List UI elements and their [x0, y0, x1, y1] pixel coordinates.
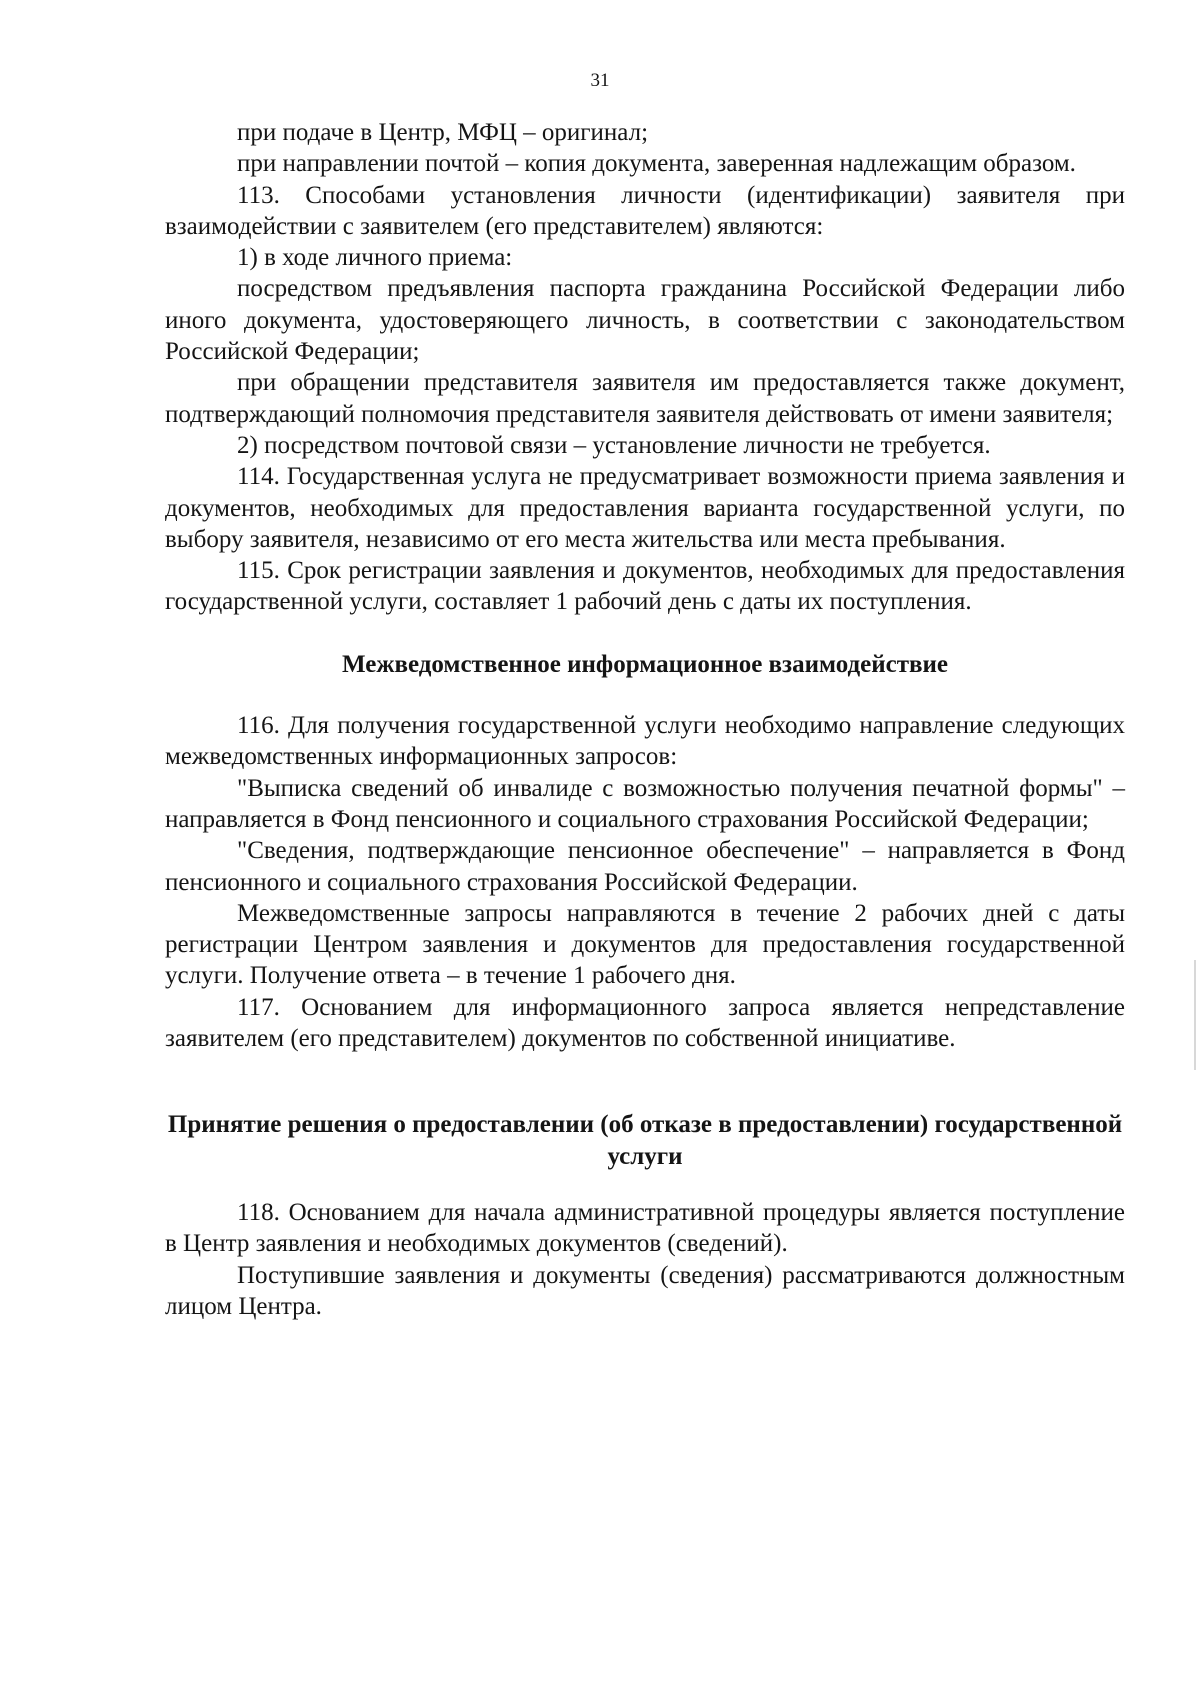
paragraph: "Сведения, подтверждающие пенсионное обеспечение" – направляется в Фонд пенсионного и социального страхования Российской Федерации. [165, 837, 1125, 896]
paragraph-113: 113. Способами установления личности (идентификации) заявителя при взаимодействии с заявителем (его представителем) являются: [165, 181, 1125, 240]
paragraph: Межведомственные запросы направляются в течение 2 рабочих дней с даты регистрации Центром заявления и документов для предоставления государственной услуги. Получение ответа – в течение 1 рабочего дня. [165, 899, 1125, 990]
paragraph-115: 115. Срок регистрации заявления и документов, необходимых для предоставления государственной услуги, составляет 1 рабочий день с даты их поступления. [165, 557, 1125, 616]
scan-edge-mark [1194, 960, 1196, 1070]
paragraph-118: 118. Основанием для начала административной процедуры является поступление в Центр заявления и необходимых документов (сведений). [165, 1198, 1125, 1258]
paragraph: Поступившие заявления и документы (сведения) рассматриваются должностным лицом Центра. [165, 1261, 1125, 1320]
page-number: 31 [590, 70, 610, 91]
paragraph: 1) в ходе личного приема: [237, 244, 513, 272]
paragraph: при направлении почтой – копия документа, заверенная надлежащим образом. [237, 150, 1076, 178]
paragraph-114: 114. Государственная услуга не предусматривает возможности приема заявления и документов, необходимых для предоставления варианта государственной услуги, по выбору заявителя, независимо от его места жительства или места пребывания. [165, 463, 1125, 553]
paragraph: "Выписка сведений об инвалиде с возможностью получения печатной формы" – направляется в Фонд пенсионного и социального страхования Российской Федерации; [165, 774, 1125, 833]
paragraph: 2) посредством почтовой связи – установление личности не требуется. [237, 431, 991, 459]
document-body [165, 117, 1125, 1322]
paragraph: при обращении представителя заявителя им предоставляется также документ, подтверждающий полномочия представителя заявителя действовать от имени заявителя; [165, 369, 1125, 428]
section-heading-interagency: Межведомственное информационное взаимодействие [342, 650, 948, 678]
paragraph-117: 117. Основанием для информационного запроса является непредставление заявителем (его представителем) документов по собственной инициативе. [165, 993, 1125, 1053]
paragraph: при подаче в Центр, МФЦ – оригинал; [237, 119, 649, 146]
section-heading-decision: Принятие решения о предоставлении (об отказе в предоставлении) государственной услуги [167, 1111, 1123, 1170]
paragraph-116: 116. Для получения государственной услуги необходимо направление следующих межведомственных информационных запросов: [165, 712, 1125, 771]
paragraph: посредством предъявления паспорта гражданина Российской Федерации либо иного документа, удостоверяющего личность, в соответствии с законодательством Российской Федерации; [165, 275, 1125, 366]
